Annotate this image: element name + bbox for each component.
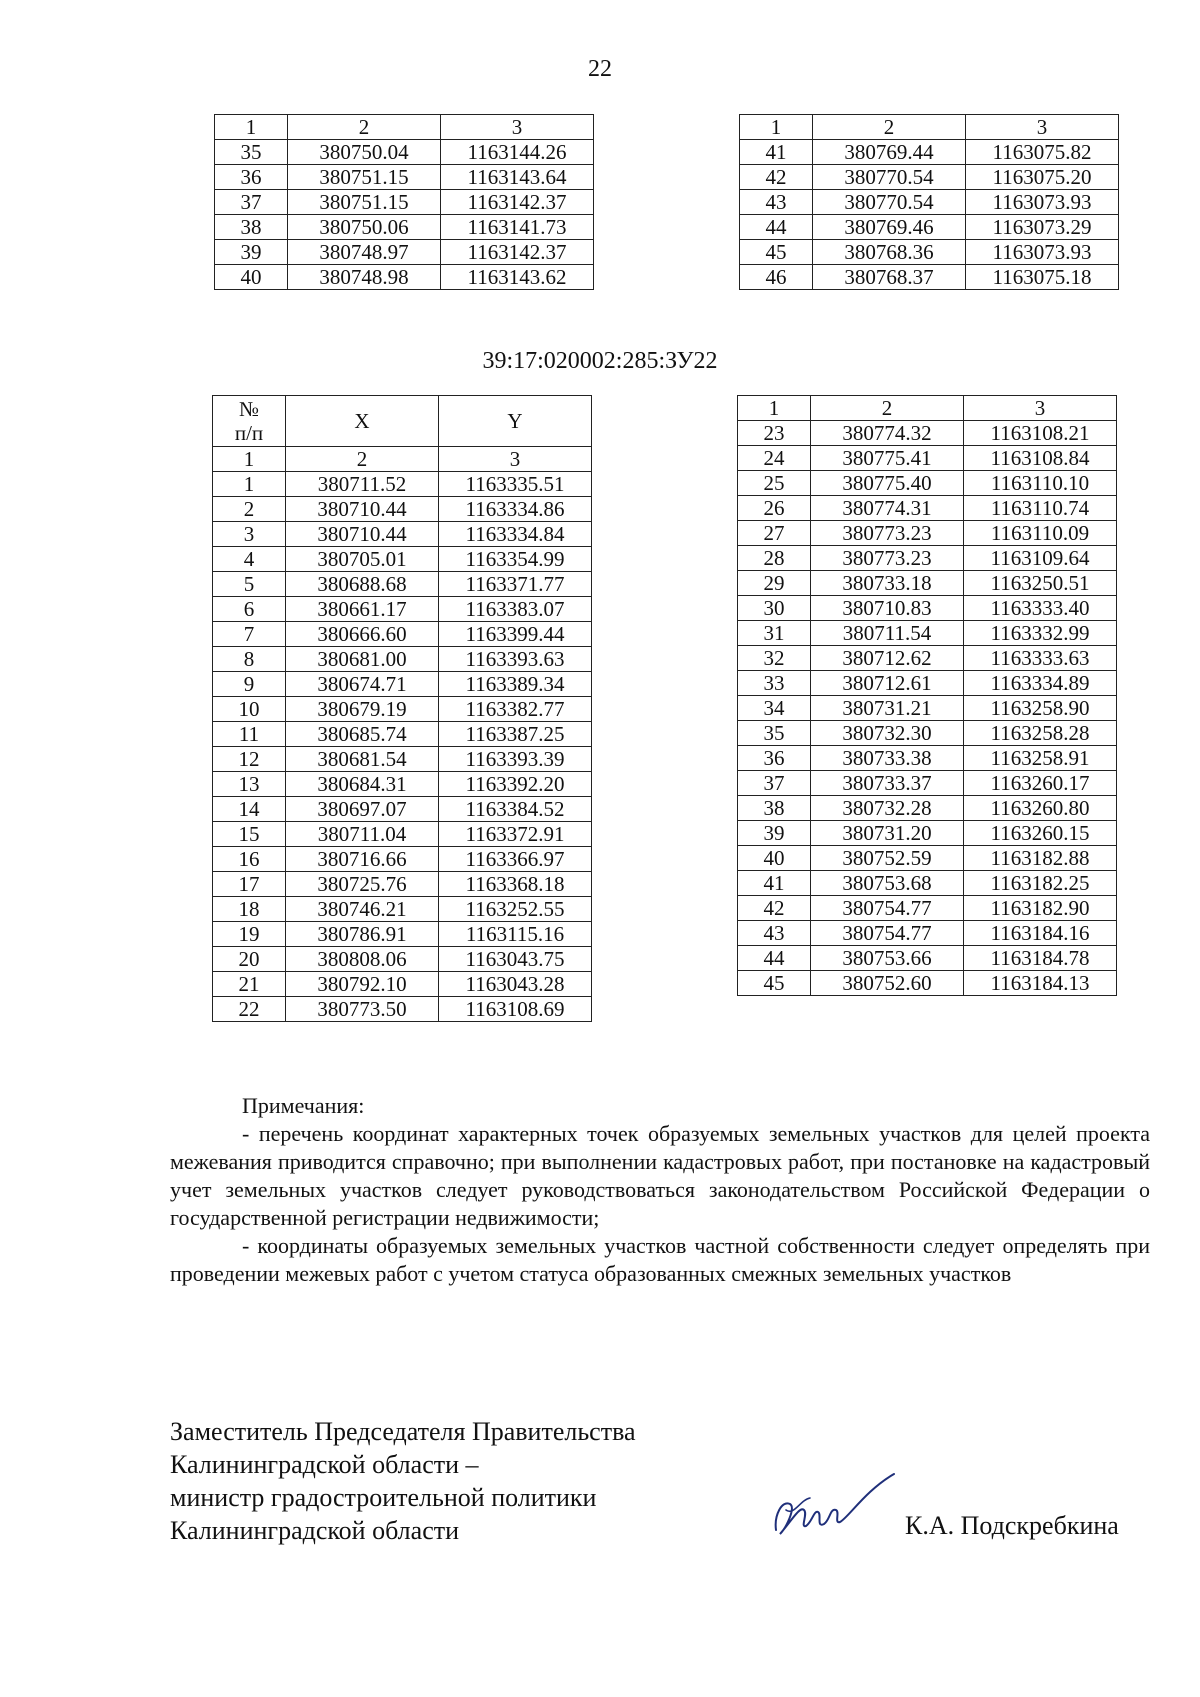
- table-row: [738, 946, 1117, 971]
- table-row: [738, 846, 1117, 871]
- point-number-cell: 6: [213, 597, 286, 622]
- x-coordinate-cell: 380808.06: [286, 947, 439, 972]
- note-item: - координаты образуемых земельных участков частной собственности следует определять при проведении межевых работ с учетом статуса образованных смежных земельных участков: [170, 1233, 1150, 1286]
- table-row: [213, 497, 592, 522]
- page-number: 22: [588, 56, 612, 82]
- x-coordinate-cell: 380661.17: [286, 597, 439, 622]
- y-coordinate-cell: 1163073.29: [966, 215, 1119, 240]
- x-coordinate-cell: 380774.32: [811, 421, 964, 446]
- x-coordinate-cell: 380748.98: [288, 265, 441, 290]
- point-number-cell: 16: [213, 847, 286, 872]
- table-row: [213, 922, 592, 947]
- table-row: [213, 622, 592, 647]
- x-coordinate-cell: 380666.60: [286, 622, 439, 647]
- y-coordinate-cell: 1163252.55: [439, 897, 592, 922]
- table-row: [740, 240, 1119, 265]
- point-number-cell: 35: [215, 140, 288, 165]
- table-row: [738, 896, 1117, 921]
- table-row: [213, 572, 592, 597]
- x-coordinate-cell: 380711.04: [286, 822, 439, 847]
- coordinates-table-top-right: [739, 114, 1119, 290]
- signatory-title-block: [170, 1415, 636, 1547]
- table-row: [740, 265, 1119, 290]
- y-coordinate-cell: 1163073.93: [966, 190, 1119, 215]
- x-coordinate-cell: 380731.20: [811, 821, 964, 846]
- y-coordinate-cell: 1163108.21: [964, 421, 1117, 446]
- x-coordinate-cell: 380705.01: [286, 547, 439, 572]
- table-row: [738, 596, 1117, 621]
- table-row: [738, 696, 1117, 721]
- x-coordinate-cell: 380774.31: [811, 496, 964, 521]
- x-coordinate-cell: 380752.59: [811, 846, 964, 871]
- point-number-cell: 20: [213, 947, 286, 972]
- table-row: [213, 647, 592, 672]
- point-number-cell: 36: [215, 165, 288, 190]
- y-coordinate-cell: 1163075.20: [966, 165, 1119, 190]
- point-number-cell: 13: [213, 772, 286, 797]
- point-number-cell: 21: [213, 972, 286, 997]
- y-coordinate-cell: 1163389.34: [439, 672, 592, 697]
- x-coordinate-cell: 380733.38: [811, 746, 964, 771]
- x-coordinate-cell: 380697.07: [286, 797, 439, 822]
- signatory-title-line: Калининградской области: [170, 1516, 460, 1545]
- point-number-cell: 19: [213, 922, 286, 947]
- x-coordinate-cell: 380674.71: [286, 672, 439, 697]
- y-coordinate-cell: 1163335.51: [439, 472, 592, 497]
- point-number-cell: 41: [738, 871, 811, 896]
- table-row: [215, 240, 594, 265]
- y-coordinate-cell: 1163258.90: [964, 696, 1117, 721]
- x-coordinate-cell: 380681.00: [286, 647, 439, 672]
- table-row: [213, 672, 592, 697]
- point-number-cell: 35: [738, 721, 811, 746]
- coordinates-table-main-right: [737, 395, 1117, 996]
- x-coordinate-cell: 380773.50: [286, 997, 439, 1022]
- y-coordinate-cell: 1163392.20: [439, 772, 592, 797]
- table-row: [738, 771, 1117, 796]
- header-cell: 1: [738, 396, 811, 421]
- header-cell: 1: [740, 115, 813, 140]
- point-number-cell: 9: [213, 672, 286, 697]
- table-row: [213, 897, 592, 922]
- notes-section: [170, 1092, 1150, 1288]
- header-cell: 2: [813, 115, 966, 140]
- point-number-cell: 3: [213, 522, 286, 547]
- y-coordinate-cell: 1163258.91: [964, 746, 1117, 771]
- point-number-cell: 27: [738, 521, 811, 546]
- table-row: [738, 746, 1117, 771]
- table-row: [738, 496, 1117, 521]
- signatory-title-line: Заместитель Председателя Правительства: [170, 1417, 636, 1446]
- coordinates-table-top-left: [214, 114, 594, 290]
- point-number-cell: 42: [740, 165, 813, 190]
- point-number-cell: 45: [738, 971, 811, 996]
- x-coordinate-cell: 380775.41: [811, 446, 964, 471]
- table-row: [740, 165, 1119, 190]
- y-coordinate-cell: 1163366.97: [439, 847, 592, 872]
- point-number-cell: 33: [738, 671, 811, 696]
- x-coordinate-cell: 380753.66: [811, 946, 964, 971]
- x-coordinate-cell: 380786.91: [286, 922, 439, 947]
- table-row: [738, 721, 1117, 746]
- x-coordinate-cell: 380725.76: [286, 872, 439, 897]
- table-row: [213, 772, 592, 797]
- y-coordinate-cell: 1163110.10: [964, 471, 1117, 496]
- signer-name: К.А. Подскребкина: [905, 1511, 1119, 1540]
- table-row: [215, 140, 594, 165]
- x-coordinate-cell: 380750.04: [288, 140, 441, 165]
- point-number-cell: 7: [213, 622, 286, 647]
- x-coordinate-cell: 380732.30: [811, 721, 964, 746]
- y-coordinate-cell: 1163332.99: [964, 621, 1117, 646]
- y-coordinate-cell: 1163043.28: [439, 972, 592, 997]
- y-coordinate-cell: 1163383.07: [439, 597, 592, 622]
- y-coordinate-cell: 1163143.64: [441, 165, 594, 190]
- table-row: [213, 747, 592, 772]
- point-number-cell: 45: [740, 240, 813, 265]
- point-number-cell: 23: [738, 421, 811, 446]
- x-coordinate-cell: 380769.46: [813, 215, 966, 240]
- point-number-cell: 24: [738, 446, 811, 471]
- point-number-cell: 28: [738, 546, 811, 571]
- y-coordinate-cell: 1163260.17: [964, 771, 1117, 796]
- handwritten-signature: [770, 1470, 900, 1545]
- table-row: [213, 522, 592, 547]
- point-number-cell: 32: [738, 646, 811, 671]
- x-coordinate-cell: 380754.77: [811, 896, 964, 921]
- y-coordinate-cell: 1163141.73: [441, 215, 594, 240]
- y-coordinate-cell: 1163115.16: [439, 922, 592, 947]
- table-row: [740, 140, 1119, 165]
- point-number-cell: 18: [213, 897, 286, 922]
- x-coordinate-cell: 380746.21: [286, 897, 439, 922]
- notes-title: Примечания:: [242, 1093, 365, 1118]
- y-coordinate-cell: 1163184.16: [964, 921, 1117, 946]
- y-coordinate-cell: 1163182.88: [964, 846, 1117, 871]
- table-row: [740, 215, 1119, 240]
- point-number-cell: 42: [738, 896, 811, 921]
- table-row: [213, 597, 592, 622]
- header-cell: 2: [288, 115, 441, 140]
- table-row: [215, 215, 594, 240]
- x-coordinate-cell: 380770.54: [813, 190, 966, 215]
- table-header-row: [215, 115, 594, 140]
- y-coordinate-cell: 1163333.63: [964, 646, 1117, 671]
- point-number-cell: 8: [213, 647, 286, 672]
- header-cell: 3: [964, 396, 1117, 421]
- point-number-cell: 43: [740, 190, 813, 215]
- parcel-id-heading: 39:17:020002:285:ЗУ22: [482, 348, 718, 374]
- y-coordinate-cell: 1163368.18: [439, 872, 592, 897]
- x-coordinate-cell: 380733.18: [811, 571, 964, 596]
- header-cell: 2: [811, 396, 964, 421]
- note-item: - перечень координат характерных точек образуемых земельных участков для целей проекта межевания приводится справочно; при выполнении кадастровых работ, при постановке на кадастровый учет земельных участков следует руководствоваться законодательством Российской Федерации о государственной регистрации недвижимости;: [170, 1121, 1150, 1230]
- y-coordinate-cell: 1163144.26: [441, 140, 594, 165]
- y-coordinate-cell: 1163384.52: [439, 797, 592, 822]
- point-number-cell: 40: [738, 846, 811, 871]
- x-coordinate-cell: 380751.15: [288, 165, 441, 190]
- table-row: [738, 521, 1117, 546]
- y-coordinate-cell: 1163075.82: [966, 140, 1119, 165]
- y-coordinate-cell: 1163110.74: [964, 496, 1117, 521]
- y-coordinate-cell: 1163382.77: [439, 697, 592, 722]
- y-coordinate-cell: 1163142.37: [441, 190, 594, 215]
- x-coordinate-cell: 380750.06: [288, 215, 441, 240]
- y-coordinate-cell: 1163393.39: [439, 747, 592, 772]
- x-coordinate-cell: 380775.40: [811, 471, 964, 496]
- x-coordinate-cell: 380748.97: [288, 240, 441, 265]
- x-coordinate-cell: 380770.54: [813, 165, 966, 190]
- x-coordinate-cell: 380769.44: [813, 140, 966, 165]
- point-number-cell: 38: [215, 215, 288, 240]
- y-coordinate-cell: 1163334.89: [964, 671, 1117, 696]
- y-coordinate-cell: 1163108.84: [964, 446, 1117, 471]
- point-number-cell: 44: [740, 215, 813, 240]
- point-number-cell: 10: [213, 697, 286, 722]
- coordinates-table-main-left: [212, 395, 592, 1022]
- y-coordinate-cell: 1163075.18: [966, 265, 1119, 290]
- x-coordinate-cell: 380711.54: [811, 621, 964, 646]
- y-coordinate-cell: 1163354.99: [439, 547, 592, 572]
- point-number-cell: 2: [213, 497, 286, 522]
- header-cell: 2: [286, 447, 439, 472]
- table-row: [738, 446, 1117, 471]
- table-row: [213, 697, 592, 722]
- table-row: [738, 646, 1117, 671]
- table-row: [738, 571, 1117, 596]
- table-row: [213, 847, 592, 872]
- x-coordinate-cell: 380688.68: [286, 572, 439, 597]
- table-row: [213, 547, 592, 572]
- x-coordinate-cell: 380710.44: [286, 497, 439, 522]
- table-row: [213, 722, 592, 747]
- point-number-cell: 38: [738, 796, 811, 821]
- y-coordinate-cell: 1163387.25: [439, 722, 592, 747]
- table-label-row: [213, 396, 592, 447]
- point-number-cell: 37: [215, 190, 288, 215]
- x-coordinate-cell: 380753.68: [811, 871, 964, 896]
- point-number-cell: 37: [738, 771, 811, 796]
- x-coordinate-cell: 380754.77: [811, 921, 964, 946]
- table-row: [738, 871, 1117, 896]
- table-row: [738, 921, 1117, 946]
- header-cell: 1: [213, 447, 286, 472]
- x-coordinate-cell: 380773.23: [811, 546, 964, 571]
- x-coordinate-cell: 380685.74: [286, 722, 439, 747]
- signatory-title-line: министр градостроительной политики: [170, 1483, 597, 1512]
- y-column-header: Y: [439, 396, 592, 447]
- point-number-cell: 31: [738, 621, 811, 646]
- point-number-cell: 39: [738, 821, 811, 846]
- y-coordinate-cell: 1163043.75: [439, 947, 592, 972]
- x-coordinate-cell: 380773.23: [811, 521, 964, 546]
- point-number-cell: 12: [213, 747, 286, 772]
- point-number-cell: 39: [215, 240, 288, 265]
- x-coordinate-cell: 380684.31: [286, 772, 439, 797]
- y-coordinate-cell: 1163333.40: [964, 596, 1117, 621]
- x-coordinate-cell: 380731.21: [811, 696, 964, 721]
- y-coordinate-cell: 1163260.15: [964, 821, 1117, 846]
- y-coordinate-cell: 1163182.90: [964, 896, 1117, 921]
- y-coordinate-cell: 1163108.69: [439, 997, 592, 1022]
- y-coordinate-cell: 1163334.84: [439, 522, 592, 547]
- x-coordinate-cell: 380681.54: [286, 747, 439, 772]
- x-coordinate-cell: 380792.10: [286, 972, 439, 997]
- y-coordinate-cell: 1163073.93: [966, 240, 1119, 265]
- point-number-cell: 15: [213, 822, 286, 847]
- x-coordinate-cell: 380732.28: [811, 796, 964, 821]
- x-coordinate-cell: 380752.60: [811, 971, 964, 996]
- y-coordinate-cell: 1163260.80: [964, 796, 1117, 821]
- x-coordinate-cell: 380716.66: [286, 847, 439, 872]
- x-coordinate-cell: 380712.62: [811, 646, 964, 671]
- point-number-cell: 5: [213, 572, 286, 597]
- x-coordinate-cell: 380710.83: [811, 596, 964, 621]
- y-coordinate-cell: 1163393.63: [439, 647, 592, 672]
- y-coordinate-cell: 1163372.91: [439, 822, 592, 847]
- y-coordinate-cell: 1163110.09: [964, 521, 1117, 546]
- header-cell: 3: [966, 115, 1119, 140]
- x-coordinate-cell: 380768.37: [813, 265, 966, 290]
- table-row: [738, 671, 1117, 696]
- x-coordinate-cell: 380712.61: [811, 671, 964, 696]
- point-number-cell: 22: [213, 997, 286, 1022]
- y-coordinate-cell: 1163250.51: [964, 571, 1117, 596]
- y-coordinate-cell: 1163143.62: [441, 265, 594, 290]
- table-row: [740, 190, 1119, 215]
- table-row: [738, 471, 1117, 496]
- x-coordinate-cell: 380768.36: [813, 240, 966, 265]
- table-row: [213, 872, 592, 897]
- header-cell: 3: [439, 447, 592, 472]
- table-row: [215, 190, 594, 215]
- y-coordinate-cell: 1163184.78: [964, 946, 1117, 971]
- x-coordinate-cell: 380711.52: [286, 472, 439, 497]
- table-row: [213, 797, 592, 822]
- y-coordinate-cell: 1163109.64: [964, 546, 1117, 571]
- table-header-row: [738, 396, 1117, 421]
- table-row: [215, 165, 594, 190]
- table-row: [738, 971, 1117, 996]
- point-number-cell: 1: [213, 472, 286, 497]
- table-row: [213, 997, 592, 1022]
- table-row: [213, 947, 592, 972]
- x-column-header: X: [286, 396, 439, 447]
- table-row: [213, 972, 592, 997]
- table-row: [213, 472, 592, 497]
- table-row: [738, 546, 1117, 571]
- ordinal-label: п/п: [234, 421, 264, 445]
- y-coordinate-cell: 1163184.13: [964, 971, 1117, 996]
- x-coordinate-cell: 380710.44: [286, 522, 439, 547]
- number-sign-label: №: [238, 397, 260, 421]
- point-number-cell: 17: [213, 872, 286, 897]
- point-number-cell: 44: [738, 946, 811, 971]
- point-number-cell: 11: [213, 722, 286, 747]
- table-header-row: [740, 115, 1119, 140]
- point-number-cell: 25: [738, 471, 811, 496]
- y-coordinate-cell: 1163334.86: [439, 497, 592, 522]
- y-coordinate-cell: 1163142.37: [441, 240, 594, 265]
- point-number-cell: 36: [738, 746, 811, 771]
- point-number-cell: 46: [740, 265, 813, 290]
- point-number-cell: 40: [215, 265, 288, 290]
- table-row: [213, 822, 592, 847]
- y-coordinate-cell: 1163399.44: [439, 622, 592, 647]
- x-coordinate-cell: 380751.15: [288, 190, 441, 215]
- table-header-row: [213, 447, 592, 472]
- point-number-cell: 29: [738, 571, 811, 596]
- table-row: [738, 421, 1117, 446]
- point-number-cell: 26: [738, 496, 811, 521]
- y-coordinate-cell: 1163182.25: [964, 871, 1117, 896]
- x-coordinate-cell: 380733.37: [811, 771, 964, 796]
- table-row: [738, 821, 1117, 846]
- header-cell: 3: [441, 115, 594, 140]
- y-coordinate-cell: 1163371.77: [439, 572, 592, 597]
- signatory-title-line: Калининградской области –: [170, 1450, 479, 1479]
- number-column-header: [213, 396, 286, 447]
- header-cell: 1: [215, 115, 288, 140]
- table-row: [738, 796, 1117, 821]
- table-row: [738, 621, 1117, 646]
- point-number-cell: 41: [740, 140, 813, 165]
- point-number-cell: 14: [213, 797, 286, 822]
- point-number-cell: 30: [738, 596, 811, 621]
- x-coordinate-cell: 380679.19: [286, 697, 439, 722]
- y-coordinate-cell: 1163258.28: [964, 721, 1117, 746]
- table-row: [215, 265, 594, 290]
- point-number-cell: 34: [738, 696, 811, 721]
- point-number-cell: 43: [738, 921, 811, 946]
- point-number-cell: 4: [213, 547, 286, 572]
